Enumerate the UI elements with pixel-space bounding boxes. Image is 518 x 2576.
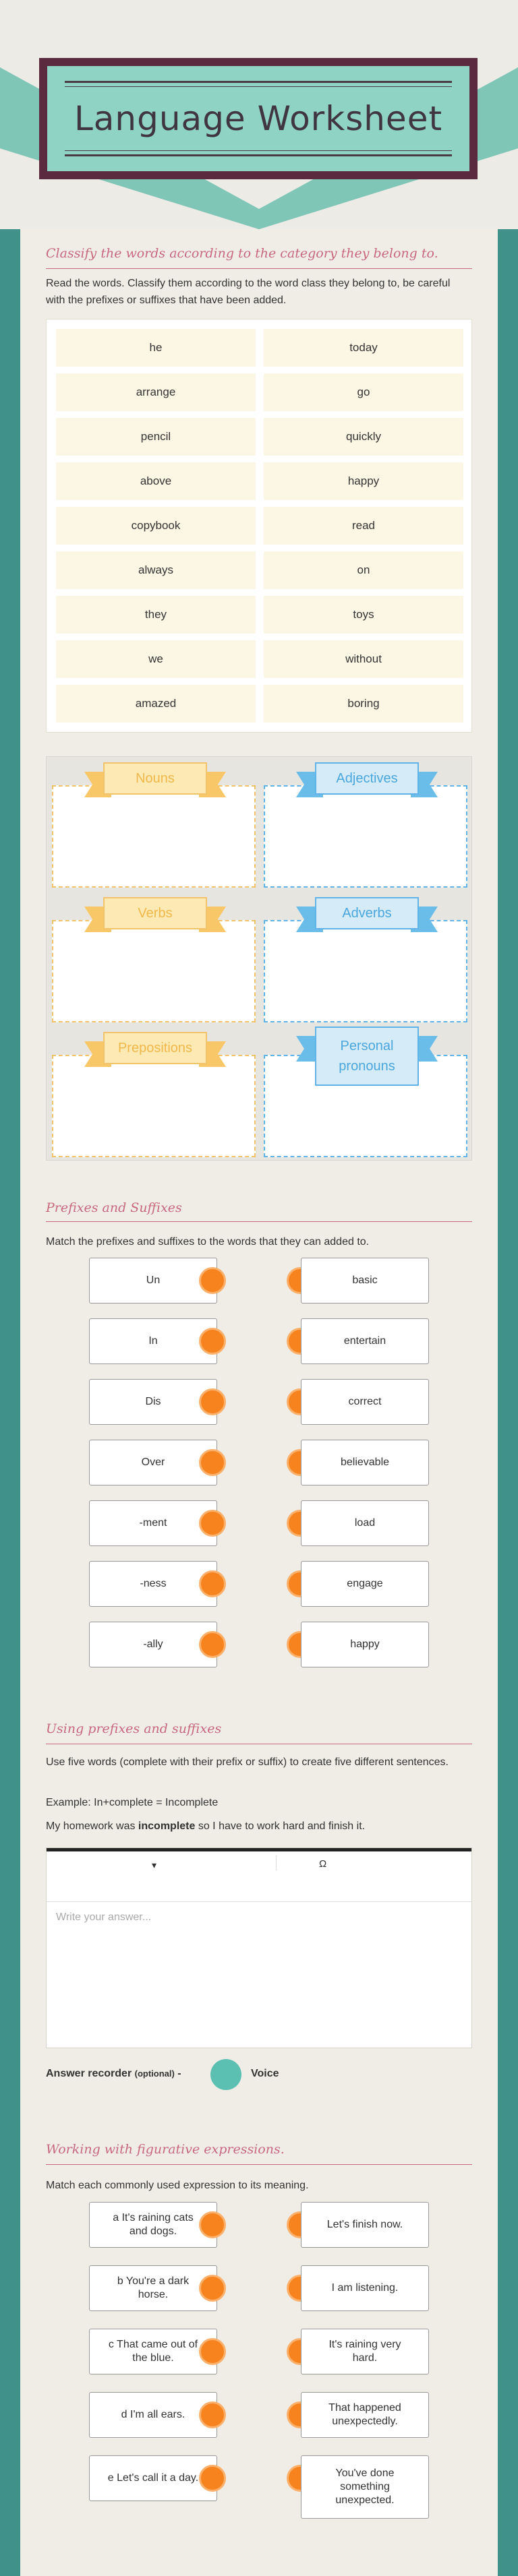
section-title-figurative: Working with figurative expressions. [46, 2142, 285, 2157]
category-ribbon [296, 762, 438, 795]
match-connector-dot[interactable] [199, 2275, 226, 2302]
category-ribbon [296, 1026, 438, 1086]
word-card[interactable]: he [56, 329, 256, 367]
match-connector-dot[interactable] [199, 1570, 226, 1597]
sentence-part: My homework was [46, 1820, 138, 1832]
voice-record-button[interactable] [210, 2059, 241, 2090]
word-card[interactable]: on [264, 551, 463, 589]
left-border [0, 229, 20, 2576]
category-label: Personal pronouns [315, 1026, 419, 1086]
match-connector-dot[interactable] [199, 2401, 226, 2428]
expression-item[interactable]: a It's raining cats and dogs. [89, 2202, 217, 2248]
expression-item[interactable]: e Let's call it a day. [89, 2455, 217, 2501]
expression-item[interactable]: d I'm all ears. [89, 2392, 217, 2438]
classification-panel [46, 756, 472, 1161]
category-label: Verbs [103, 897, 207, 929]
match-connector-dot[interactable] [199, 1449, 226, 1476]
match-connector-dot[interactable] [199, 1388, 226, 1415]
match-left-item[interactable]: -ment [89, 1500, 217, 1546]
match-connector-dot[interactable] [199, 2211, 226, 2238]
match-right-item[interactable]: believable [301, 1440, 429, 1485]
meaning-item[interactable]: That happened unexpectedly. [301, 2392, 429, 2438]
voice-label: Voice [251, 2068, 279, 2079]
title-rule [65, 81, 452, 83]
section-title-classify: Classify the words according to the category they belong to. [46, 246, 438, 261]
category-ribbon [84, 1032, 226, 1064]
word-card[interactable]: always [56, 551, 256, 589]
using-instructions: Use five words (complete with their prefix or suffix) to create five different sentences. [46, 1756, 449, 1768]
title-rule [65, 86, 452, 87]
match-right-item[interactable]: happy [301, 1622, 429, 1667]
category-label: Nouns [103, 762, 207, 795]
word-card[interactable]: toys [264, 596, 463, 634]
drop-zone-adverbs[interactable] [264, 920, 467, 1022]
word-card[interactable]: above [56, 462, 256, 500]
recorder-optional: (optional) [134, 2068, 175, 2079]
match-connector-dot[interactable] [199, 1510, 226, 1537]
word-card[interactable]: copybook [56, 507, 256, 545]
match-connector-dot[interactable] [199, 2338, 226, 2365]
answer-recorder-label [46, 2068, 181, 2080]
title-banner [39, 58, 478, 179]
category-label: Adjectives [315, 762, 419, 795]
toolbar-separator [276, 1856, 277, 1870]
drop-zone-prepositions[interactable] [52, 1055, 256, 1157]
section-divider [46, 1221, 472, 1222]
word-card[interactable]: read [264, 507, 463, 545]
section-divider [46, 2164, 472, 2165]
drop-zone-verbs[interactable] [52, 920, 256, 1022]
match-right-item[interactable]: load [301, 1500, 429, 1546]
sentence-keyword: incomplete [138, 1820, 196, 1832]
match-right-item[interactable]: engage [301, 1561, 429, 1607]
word-card[interactable]: go [264, 373, 463, 411]
answer-input[interactable] [56, 1911, 461, 2040]
category-ribbon [84, 897, 226, 929]
page-title: Language Worksheet [74, 99, 443, 138]
recorder-title: Answer recorder [46, 2068, 132, 2079]
meaning-item[interactable]: Let's finish now. [301, 2202, 429, 2248]
word-bank [46, 319, 472, 733]
section-title-prefixes: Prefixes and Suffixes [46, 1200, 182, 1215]
match-right-item[interactable]: entertain [301, 1318, 429, 1364]
drop-zone-adjectives[interactable] [264, 785, 467, 888]
figurative-instructions: Match each commonly used expression to its meaning. [46, 2180, 309, 2191]
match-left-item[interactable]: Dis [89, 1379, 217, 1425]
match-connector-dot[interactable] [199, 1631, 226, 1658]
word-card[interactable]: happy [264, 462, 463, 500]
expression-item[interactable]: b You're a dark horse. [89, 2265, 217, 2311]
example-text: Example: In+complete = Incomplete [46, 1797, 219, 1808]
category-ribbon [296, 897, 438, 929]
title-rule [65, 154, 452, 156]
match-left-item[interactable]: Un [89, 1258, 217, 1304]
classify-instructions: Read the words. Classify them according to the word class they belong to, be careful with the prefixes or suffixes that have been added. [46, 278, 451, 306]
recorder-dash: - [174, 2068, 181, 2079]
special-characters-icon[interactable]: Ω [319, 1858, 327, 1870]
match-connector-dot[interactable] [199, 1267, 226, 1294]
word-card[interactable]: arrange [56, 373, 256, 411]
section-divider [46, 268, 472, 269]
prefixes-instructions: Match the prefixes and suffixes to the words that they can added to. [46, 1236, 370, 1248]
word-card[interactable]: pencil [56, 418, 256, 456]
title-panel [47, 66, 469, 171]
expression-item[interactable]: c That came out of the blue. [89, 2329, 217, 2374]
editor-toolbar [47, 1848, 471, 1902]
match-right-item[interactable]: correct [301, 1379, 429, 1425]
category-label: Adverbs [315, 897, 419, 929]
answer-editor [46, 1847, 472, 2048]
right-border [498, 229, 518, 2576]
match-left-item[interactable]: In [89, 1318, 217, 1364]
match-left-item[interactable]: -ness [89, 1561, 217, 1607]
match-connector-dot[interactable] [199, 2465, 226, 2492]
word-card[interactable]: we [56, 640, 256, 678]
word-card[interactable]: boring [264, 685, 463, 723]
word-card[interactable]: they [56, 596, 256, 634]
format-dropdown-caret-icon[interactable]: ▾ [152, 1860, 157, 1870]
word-card[interactable]: amazed [56, 685, 256, 723]
drop-zone-nouns[interactable] [52, 785, 256, 888]
category-ribbon [84, 762, 226, 795]
match-left-item[interactable]: -ally [89, 1622, 217, 1667]
match-connector-dot[interactable] [199, 1328, 226, 1355]
word-card[interactable]: without [264, 640, 463, 678]
meaning-item[interactable]: I am listening. [301, 2265, 429, 2311]
category-label: Prepositions [103, 1032, 207, 1064]
meaning-item[interactable]: It's raining very hard. [301, 2329, 429, 2374]
meaning-item[interactable]: You've done something unexpected. [301, 2455, 429, 2519]
match-right-item[interactable]: basic [301, 1258, 429, 1304]
section-title-using-prefixes: Using prefixes and suffixes [46, 1721, 222, 1736]
word-card[interactable]: quickly [264, 418, 463, 456]
title-rule [65, 150, 452, 151]
word-card[interactable]: today [264, 329, 463, 367]
example-sentence [46, 1818, 471, 1835]
match-left-item[interactable]: Over [89, 1440, 217, 1485]
sentence-part: so I have to work hard and finish it. [195, 1820, 366, 1832]
